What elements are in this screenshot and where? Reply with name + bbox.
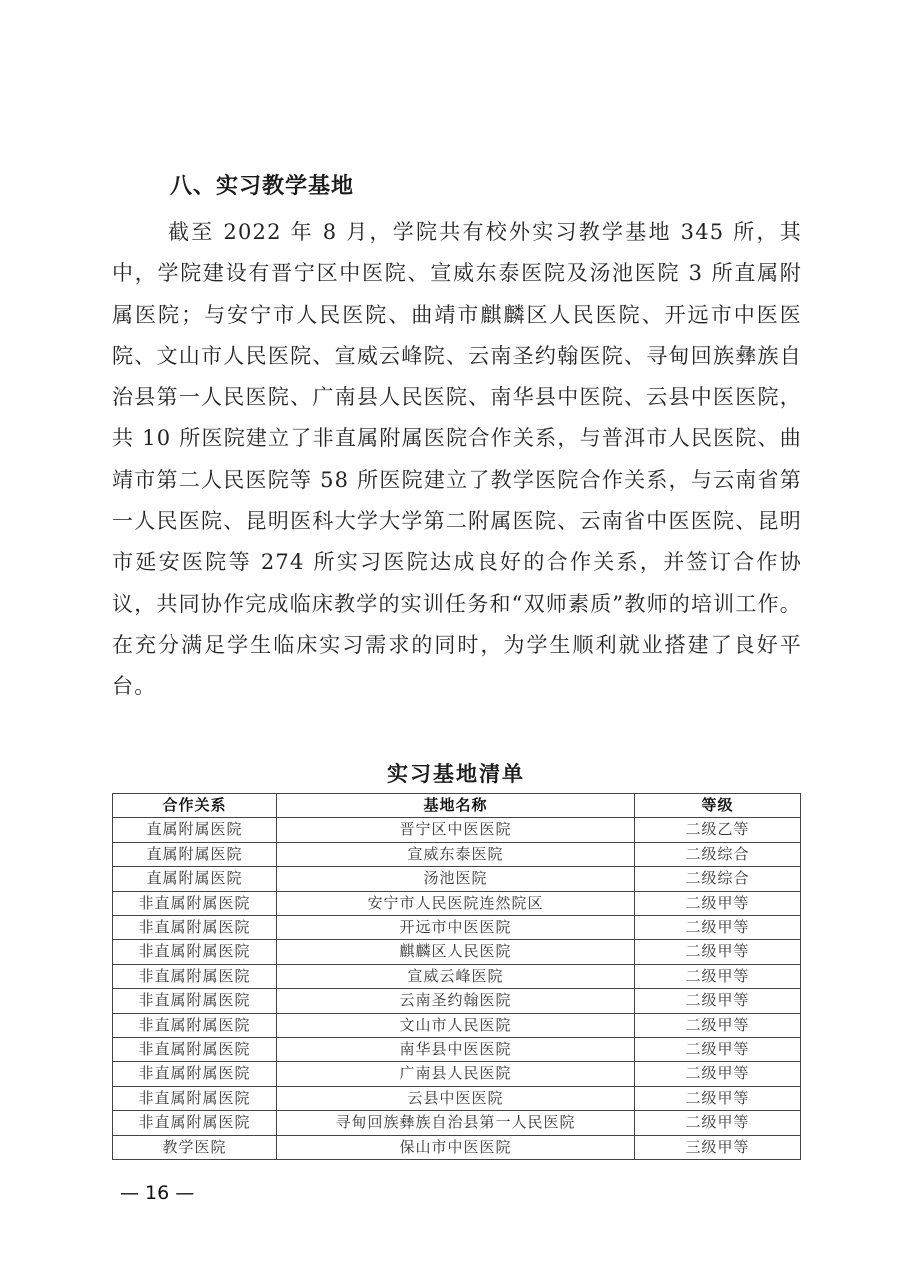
cell-grade: 二级甲等	[635, 940, 801, 964]
header-cooperation: 合作关系	[113, 794, 277, 818]
table-title: 实习基地清单	[387, 762, 525, 786]
cell-grade: 二级甲等	[635, 1038, 801, 1062]
cell-base-name: 安宁市人民医院连然院区	[277, 891, 635, 915]
cell-base-name: 云县中医医院	[277, 1086, 635, 1110]
cell-cooperation: 非直属附属医院	[113, 916, 277, 940]
cell-cooperation: 直属附属医院	[113, 842, 277, 866]
cell-base-name: 开远市中医医院	[277, 916, 635, 940]
table-header-row	[113, 794, 801, 818]
table-row	[113, 989, 801, 1013]
page-number: — 16 —	[120, 1182, 195, 1204]
cell-grade: 二级甲等	[635, 916, 801, 940]
cell-base-name: 保山市中医医院	[277, 1135, 635, 1159]
cell-grade: 二级甲等	[635, 1086, 801, 1110]
header-grade: 等级	[635, 794, 801, 818]
table-row	[113, 1086, 801, 1110]
cell-cooperation: 非直属附属医院	[113, 940, 277, 964]
cell-cooperation: 教学医院	[113, 1135, 277, 1159]
cell-base-name: 宣威东泰医院	[277, 842, 635, 866]
cell-base-name: 南华县中医医院	[277, 1038, 635, 1062]
table-row	[113, 1038, 801, 1062]
section-heading: 八、实习教学基地	[170, 174, 355, 199]
table-row	[113, 842, 801, 866]
cell-cooperation: 非直属附属医院	[113, 1062, 277, 1086]
cell-grade: 二级乙等	[635, 818, 801, 842]
internship-base-table	[112, 793, 801, 1160]
cell-cooperation: 非直属附属医院	[113, 891, 277, 915]
table-row	[113, 818, 801, 842]
body-paragraph: 截至 2022 年 8 月，学院共有校外实习教学基地 345 所，其中，学院建设有晋宁区中医院、宣威东泰医院及汤池医院 3 所直属附属医院；与安宁市人民医院、曲靖市麒麟区人民医院、开远市中医医院、文山市人民医院、宣威云峰院、云南圣约翰医院、寻甸回族彝族自治县第一人民医院、广南县人民医院、南华县中医院、云县中医医院，共 10 所医院建立了非直属附属医院合作关系，与普洱市人民医院、曲靖市第二人民医院等 58 所医院建立了教学医院合作关系，与云南省第一人民医院、昆明医科大学大学第二附属医院、云南省中医医院、昆明市延安医院等 274 所实习医院达成良好的合作关系，并签订合作协议，共同协作完成临床教学的实训任务和“双师素质”教师的培训工作。在充分满足学生临床实习需求的同时，为学生顺利就业搭建了良好平台。	[112, 220, 802, 699]
cell-base-name: 晋宁区中医医院	[277, 818, 635, 842]
cell-cooperation: 非直属附属医院	[113, 964, 277, 988]
table-row	[113, 940, 801, 964]
cell-grade: 二级甲等	[635, 989, 801, 1013]
header-base-name: 基地名称	[277, 794, 635, 818]
cell-base-name: 云南圣约翰医院	[277, 989, 635, 1013]
table-row	[113, 1135, 801, 1159]
cell-cooperation: 非直属附属医院	[113, 1086, 277, 1110]
cell-base-name: 文山市人民医院	[277, 1013, 635, 1037]
table-row	[113, 1013, 801, 1037]
cell-base-name: 宣威云峰医院	[277, 964, 635, 988]
cell-grade: 二级甲等	[635, 1013, 801, 1037]
table-row	[113, 916, 801, 940]
cell-base-name: 寻甸回族彝族自治县第一人民医院	[277, 1111, 635, 1135]
cell-cooperation: 直属附属医院	[113, 867, 277, 891]
cell-grade: 二级甲等	[635, 891, 801, 915]
cell-grade: 三级甲等	[635, 1135, 801, 1159]
cell-cooperation: 非直属附属医院	[113, 1013, 277, 1037]
cell-grade: 二级甲等	[635, 1111, 801, 1135]
table-row	[113, 1111, 801, 1135]
cell-grade: 二级综合	[635, 842, 801, 866]
cell-cooperation: 直属附属医院	[113, 818, 277, 842]
cell-cooperation: 非直属附属医院	[113, 1038, 277, 1062]
cell-grade: 二级甲等	[635, 1062, 801, 1086]
cell-base-name: 汤池医院	[277, 867, 635, 891]
cell-cooperation: 非直属附属医院	[113, 1111, 277, 1135]
cell-base-name: 麒麟区人民医院	[277, 940, 635, 964]
cell-grade: 二级综合	[635, 867, 801, 891]
table-row	[113, 891, 801, 915]
cell-grade: 二级甲等	[635, 964, 801, 988]
table-row	[113, 867, 801, 891]
table-row	[113, 964, 801, 988]
table-row	[113, 1062, 801, 1086]
cell-cooperation: 非直属附属医院	[113, 989, 277, 1013]
cell-base-name: 广南县人民医院	[277, 1062, 635, 1086]
